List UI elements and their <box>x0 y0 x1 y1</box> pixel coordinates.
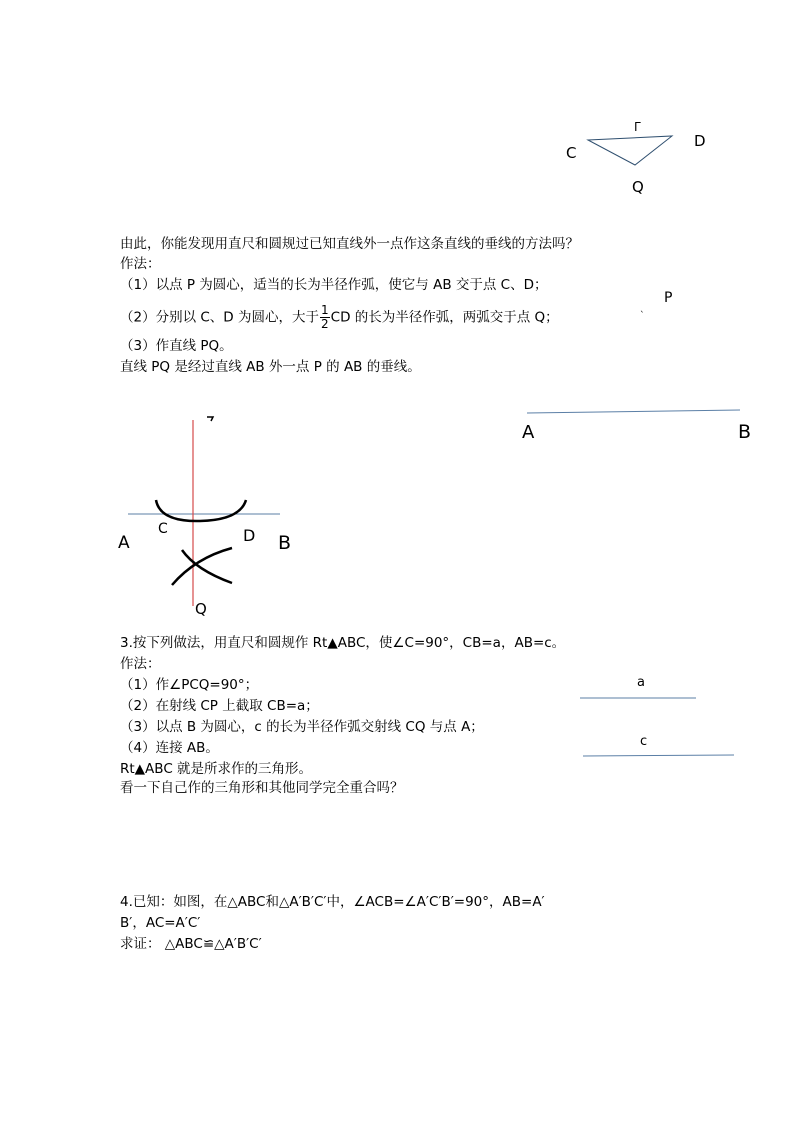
section4-prove: 求证： △ABC≌△A′B′C′ <box>120 936 262 952</box>
section2-step3: （3）作直线 PQ。 <box>120 338 233 354</box>
section4-line1: 4.已知：如图，在△ABC和△A′B′C′中，∠ACB=∠A′C′B′=90°，AB=A′ <box>120 894 545 910</box>
triangle-cdq <box>588 136 672 165</box>
top-label-c: C <box>566 144 577 162</box>
section2-question: 由此，你能发现用直尺和圆规过已知直线外一点作这条直线的垂线的方法吗？ <box>120 236 579 252</box>
segment-c-label: c <box>640 734 648 749</box>
segment-a-label: a <box>637 675 645 690</box>
section2-method-title: 作法： <box>120 256 161 272</box>
arc-q-right <box>182 550 232 583</box>
top-label-d: D <box>694 132 706 150</box>
section4-line2: B′，AC=A′C′ <box>120 915 201 931</box>
section3-conclusion: Rt▲ABC 就是所求作的三角形。 <box>120 761 313 777</box>
section3-step3: （3）以点 B 为圆心，c 的长为半径作弧交射线 CQ 与点 A； <box>120 719 484 735</box>
step2-suffix: CD 的长为半径作弧，两弧交于点 Q； <box>330 309 559 326</box>
mid-label-q: Q <box>195 600 207 618</box>
top-label-q: Q <box>632 178 644 196</box>
section2-conclusion: 直线 PQ 是经过直线 AB 外一点 P 的 AB 的垂线。 <box>120 359 421 375</box>
top-label-p: Г <box>634 120 642 134</box>
mid-label-a: A <box>118 533 130 553</box>
side-tick: ˋ <box>640 311 645 321</box>
mark-p <box>207 417 213 421</box>
right-label-a: A <box>522 422 535 443</box>
section3-title: 3.按下列做法，用直尺和圆规作 Rt▲ABC，使∠C=90°，CB=a，AB=c。 <box>120 635 566 651</box>
section3-step2: （2）在射线 CP 上截取 CB=a； <box>120 698 319 714</box>
section3-question: 看一下自己作的三角形和其他同学完全重合吗？ <box>120 780 404 796</box>
fraction-one-half <box>320 304 330 331</box>
section3-method-title: 作法： <box>120 656 161 672</box>
right-label-b: B <box>738 421 752 443</box>
arc-q-left <box>172 548 232 585</box>
fraction-numerator: 1 <box>321 303 329 317</box>
mid-label-d: D <box>243 526 256 545</box>
right-line-ab-figure <box>522 410 751 443</box>
given-segments-figure <box>580 675 734 756</box>
step2-prefix: （2）分别以 C、D 为圆心，大于 <box>120 309 319 326</box>
section3-step4: （4）连接 AB。 <box>120 740 219 756</box>
fraction-denominator: 2 <box>321 317 329 331</box>
mid-label-b: B <box>278 532 292 554</box>
section2-step2 <box>120 304 559 331</box>
arc-cd <box>156 500 246 521</box>
mid-label-c: C <box>158 521 168 537</box>
right-line-ab <box>527 410 740 413</box>
side-mark-p: P <box>664 290 673 306</box>
segment-c <box>583 755 734 756</box>
section3-step1: （1）作∠PCQ=90°； <box>120 677 259 693</box>
section2-step1: （1）以点 P 为圆心，适当的长为半径作弧，使它与 AB 交于点 C、D； <box>120 277 548 293</box>
perpendicular-construction-figure <box>118 417 291 618</box>
